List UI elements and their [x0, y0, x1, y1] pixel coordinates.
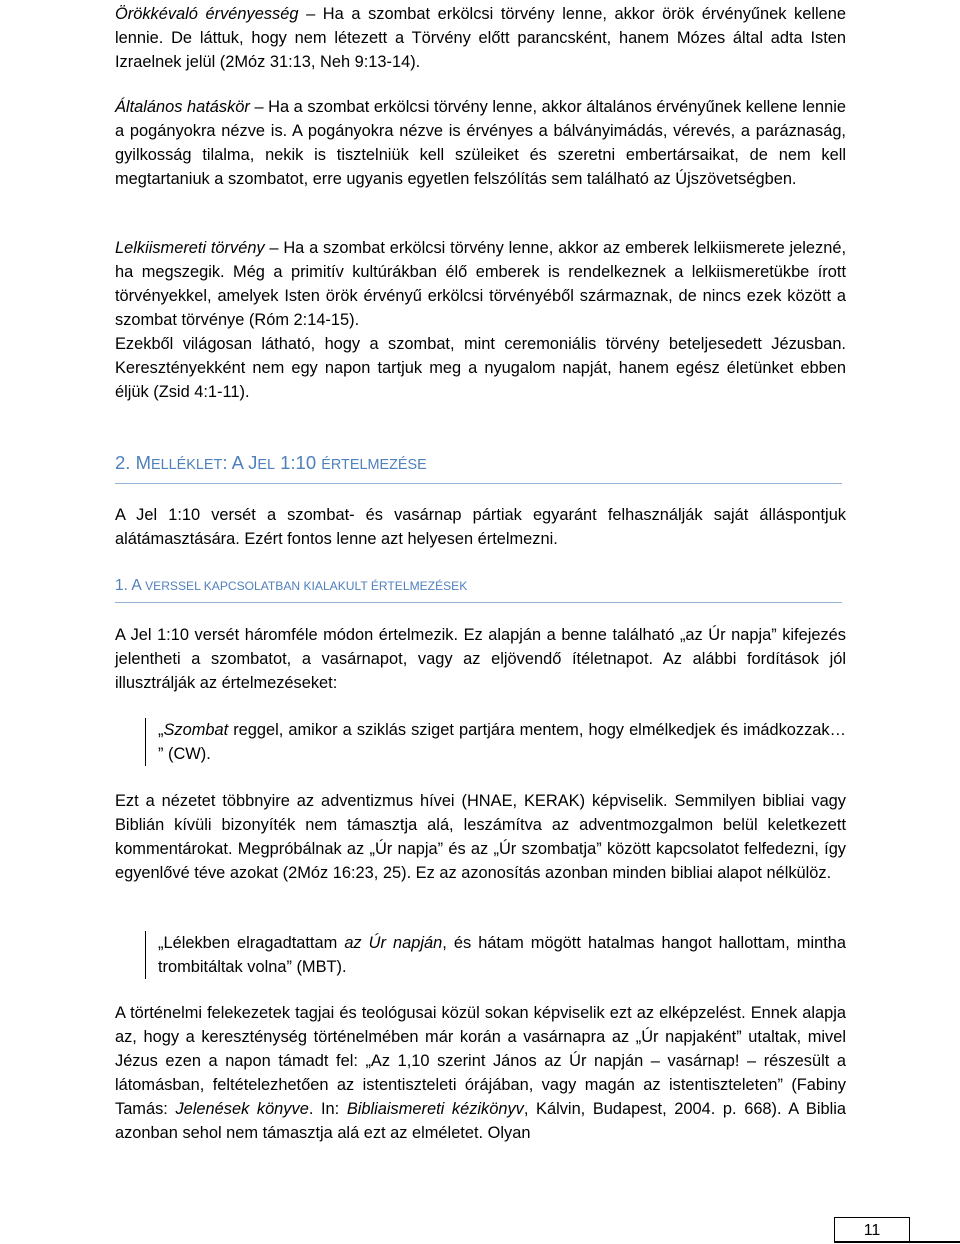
heading-text: J: [248, 452, 258, 473]
paragraph-adventism: Ezt a nézetet többnyire az adventizmus hívei (HNAE, KERAK) képviselik. Semmilyen bibliai vagy Biblián kívüli bizonyíték nem támasztja alá, leszámítva az adventmozgalmon belül keletkezett kommentárokat. Megpróbálnak az „Úr napja” és az „Úr szombatja” között kapcsolatot felfedezni, így egyenlővé téve azokat (2Móz 16:23, 25). Ez az azonosítás azonban minden bibliai alapot nélkülöz.: [115, 792, 846, 882]
heading-text: ELLÉKLET: [151, 457, 223, 473]
quote-italic: az Úr napján: [344, 934, 443, 952]
paragraph-conclusion: Ezekből világosan látható, hogy a szombat, mint ceremoniális törvény beteljesedett Jézusban. Keresztényekként nem egy napon tartjuk meg a nyugalom napját, hanem egész életünket ebben éljük (Zsid 4:1-11).: [115, 335, 846, 401]
quote-cw: [145, 718, 846, 766]
quote-text: „Lélekben elragadtattam: [158, 934, 345, 952]
quote-text: reggel, amikor a sziklás sziget partjára mentem, hogy elmélkedjek és imádkozzak… ” (CW).: [158, 721, 846, 763]
page-number: 11: [834, 1217, 910, 1243]
paragraph-general-scope: [115, 95, 846, 191]
heading-text: VERSSEL KAPCSOLATBAN KIALAKULT ÉRTELMEZÉSEK: [141, 579, 468, 593]
citation-title: Bibliaismereti kézikönyv: [346, 1100, 524, 1118]
quote-mbt: [145, 931, 846, 979]
paragraph-text: – Ha a szombat erkölcsi törvény lenne, akkor örök érvényűnek kellene lennie. De láttuk, hogy nem létezett a Törvény előtt parancsként, hanem Mózes által adta Isten Izraelnek jelül (2Móz 31:13, Neh 9:13-14).: [115, 5, 846, 71]
paragraph-text: , Kálvin, Budapest, 2004. p. 668). A Biblia azonban sehol nem támasztja alá ezt az elméletet. Olyan: [115, 1100, 847, 1142]
heading-number: 2.: [115, 452, 136, 473]
term-general-scope: Általános hatáskör: [115, 98, 250, 116]
paragraph-text: – Ha a szombat erkölcsi törvény lenne, akkor az emberek lelkiismerete jelezné, ha megszegik. Még a primitív kultúrákban élő emberek is rendelkeznek a lelkiismeretükbe írott törvényekkel, amelyek Isten örök érvényű erkölcsi törvényéből származnak, de nincs ezek között a szombat törvénye (Róm 2:14-15).: [115, 239, 847, 329]
citation-title: Jelenések könyve: [175, 1100, 309, 1118]
paragraph-text: – Ha a szombat erkölcsi törvény lenne, akkor általános érvényűnek kellene lennie a pogányokra nézve is. A pogányokra nézve is érvényes a bálványimádás, vérevés, a paráznaság, gyilkosság tilalma, nekik is tisztelniük kell szüleiket és szeretni embertársaikat, de nem kell megtartaniuk a szombatot, erre ugyanis egyetlen felszólítás sem található az Újszövetségben.: [115, 98, 846, 188]
heading-text: A: [131, 577, 142, 594]
heading-number: 1.: [115, 577, 132, 594]
paragraph-intro: A Jel 1:10 versét a szombat- és vasárnap pártiak egyaránt felhasználják saját álláspontjuk alátámasztására. Ezért fontos lenne azt helyesen értelmezni.: [115, 506, 846, 548]
quote-italic: Szombat: [163, 721, 229, 739]
paragraph-eternal-validity: [115, 2, 846, 74]
heading-text: ÉRTELMEZÉSE: [321, 457, 427, 473]
paragraph-text: A történelmi felekezetek tagjai és teológusai közül sokan képviselik ezt az elképzelést. Ennek alapja az, hogy a kereszténység történelmében már korán a vasárnapra az „Úr napjaként” utaltak, mivel Jézus ezen a napon támadt fel: „Az 1,10 szerint János az Úr napján – vasárnap! – részesült a látomásban, feltételezhetően az istentiszteleti órájában, vagy magán az istentiszteleten” (Fabiny Tamás:: [115, 1004, 846, 1118]
paragraph-three-interpretations: A Jel 1:10 versét háromféle módon értelmezik. Ez alapján a benne található „az Úr napja” kifejezés jelentheti a szombatot, a vasárnapot, vagy az eljövendő ítéletnapot. Az alábbi fordítások jól illusztrálják az értelmezéseket:: [115, 626, 846, 692]
term-conscience-law: Lelkiismereti törvény: [115, 239, 265, 257]
section-heading-appendix-2: [115, 451, 842, 484]
heading-text: : A: [222, 452, 249, 473]
term-eternal-validity: Örökkévaló érvényesség: [115, 5, 299, 23]
heading-text: M: [135, 452, 151, 473]
quote-text: , és hátam mögött hatalmas hangot hallottam, mintha trombitáltak volna” (MBT).: [158, 934, 846, 976]
heading-text: EL: [257, 457, 275, 473]
subsection-heading-interpretations: [115, 575, 842, 603]
heading-text: 1:10: [274, 452, 322, 473]
paragraph-text: . In:: [308, 1100, 347, 1118]
quote-text: „: [158, 721, 164, 739]
paragraph-historical-churches: [115, 1001, 846, 1145]
paragraph-conscience-law: [115, 236, 846, 332]
